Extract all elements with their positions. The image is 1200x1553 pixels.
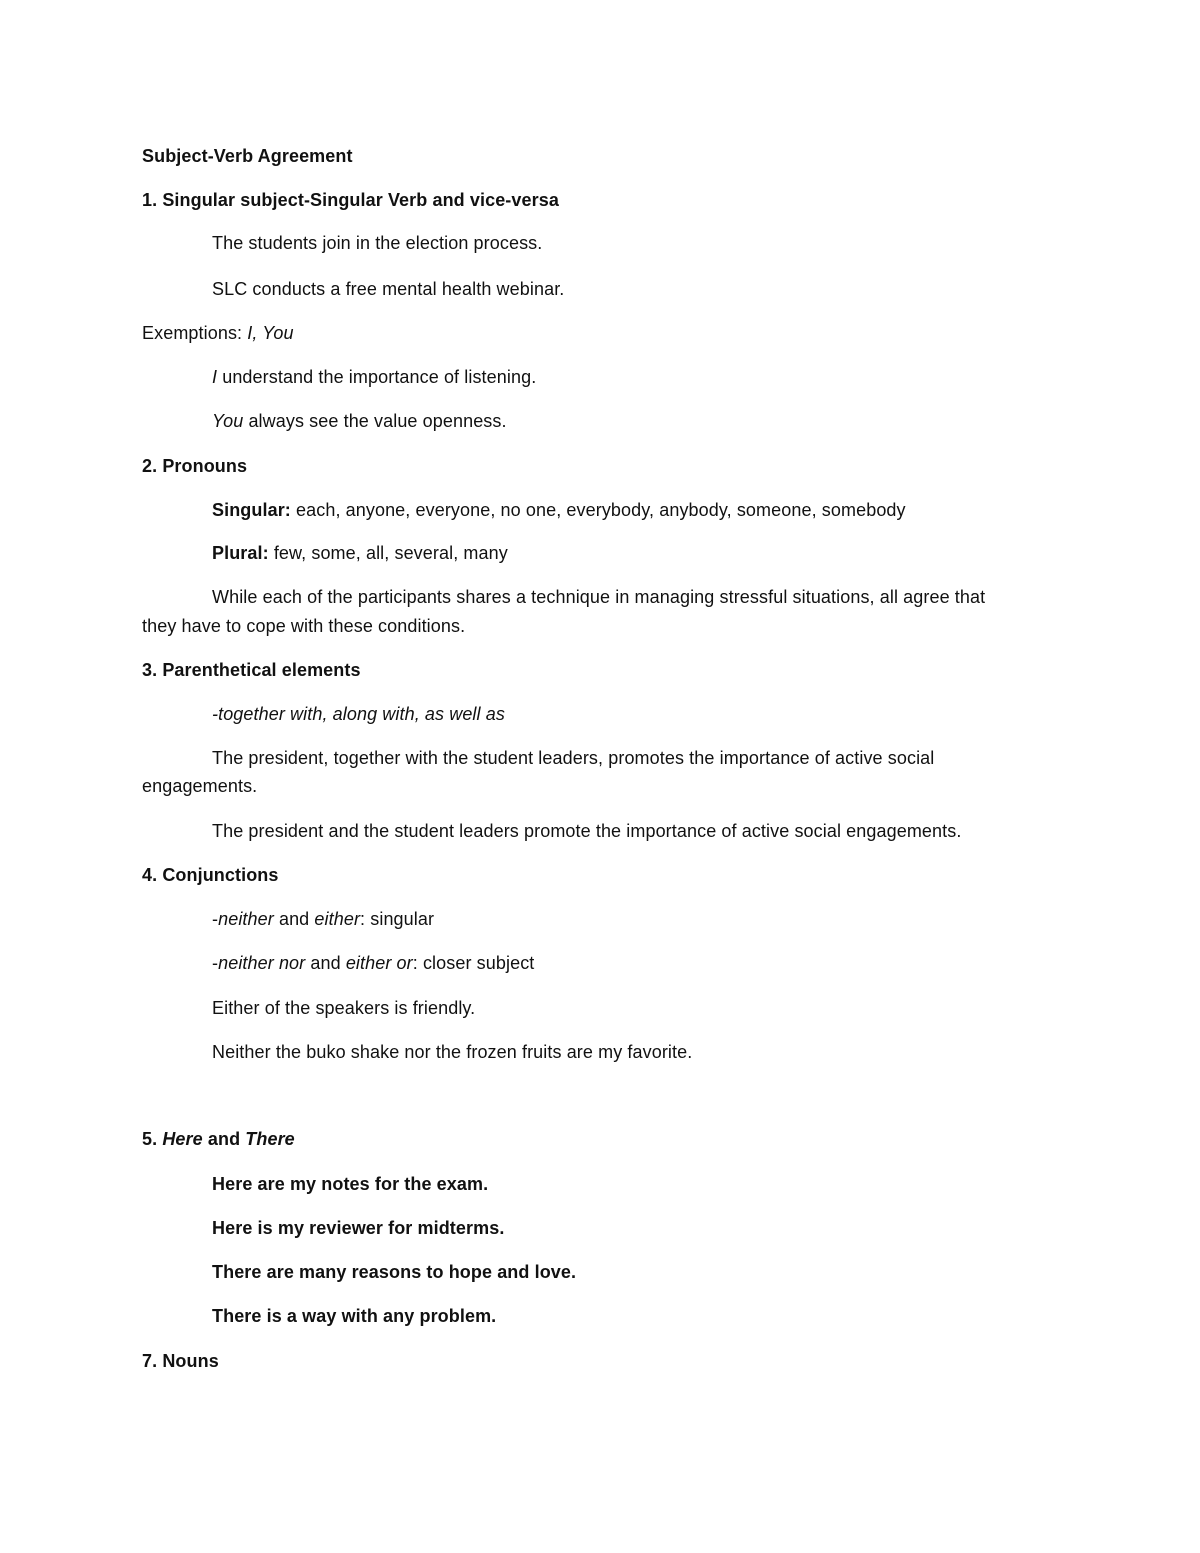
example-3-text: understand the importance of listening.	[217, 367, 537, 387]
pronoun-you: You	[212, 411, 244, 431]
plural-label: Plural:	[212, 543, 269, 563]
rule-5-number: 5.	[142, 1129, 163, 1149]
rule-4-example-2: Neither the buko shake nor the frozen fruits are my favorite.	[212, 1042, 693, 1062]
rule-3-heading: 3. Parenthetical elements	[142, 660, 361, 680]
rule-7-heading: 7. Nouns	[142, 1351, 219, 1371]
exemptions-value: I, You	[247, 323, 294, 343]
singular-list: each, anyone, everyone, no one, everybody, anybody, someone, somebody	[290, 500, 906, 520]
rule-1-example-1: The students join in the election process.	[212, 233, 543, 253]
exemptions-line	[142, 322, 294, 344]
note-1-word-neither: neither	[218, 909, 274, 929]
note-1-dash: -	[212, 909, 219, 929]
rule-2-example-line-1: While each of the participants shares a technique in managing stressful situations, all agree that	[212, 587, 986, 607]
rule-3-example-1-line-2: engagements.	[142, 776, 258, 796]
note-2-dash: -	[212, 953, 219, 973]
rule-5-and: and	[202, 1129, 246, 1149]
rule-3-example-1-line-1: The president, together with the student leaders, promotes the importance of active social	[212, 748, 935, 768]
rule-5-example-2: Here is my reviewer for midterms.	[212, 1218, 505, 1238]
exemptions-label: Exemptions:	[142, 323, 248, 343]
note-2-and: and	[305, 953, 346, 973]
example-4-text: always see the value openness.	[243, 411, 507, 431]
rule-1-heading: 1. Singular subject-Singular Verb and vice-versa	[142, 190, 559, 210]
rule-5-word-there: There	[245, 1129, 295, 1149]
note-1-rest: : singular	[360, 909, 435, 929]
rule-5-example-3: There are many reasons to hope and love.	[212, 1262, 577, 1282]
pronoun-i: I	[212, 367, 218, 387]
rule-2-example-line-2: they have to cope with these conditions.	[142, 616, 466, 636]
plural-list: few, some, all, several, many	[268, 543, 508, 563]
document-title: Subject-Verb Agreement	[142, 146, 353, 166]
note-2-word-either-or: either or	[345, 953, 413, 973]
singular-label: Singular:	[212, 500, 291, 520]
note-2-rest: : closer subject	[412, 953, 535, 973]
note-2-word-neither-nor: neither nor	[218, 953, 306, 973]
rule-1-example-3	[212, 366, 536, 388]
rule-5-heading	[142, 1128, 295, 1150]
rule-5-word-here: Here	[162, 1129, 203, 1149]
rule-2-heading: 2. Pronouns	[142, 456, 248, 476]
rule-1-example-4	[212, 410, 507, 432]
rule-4-example-1: Either of the speakers is friendly.	[212, 998, 476, 1018]
note-1-word-either: either	[314, 909, 361, 929]
rule-1-example-2: SLC conducts a free mental health webinar.	[212, 279, 565, 299]
plural-pronouns-line	[212, 542, 508, 564]
rule-4-heading: 4. Conjunctions	[142, 865, 279, 885]
rule-4-note-2	[212, 952, 534, 974]
singular-pronouns-line	[212, 499, 906, 521]
rule-5-example-4: There is a way with any problem.	[212, 1306, 497, 1326]
rule-4-note-1	[212, 908, 434, 930]
rule-5-example-1: Here are my notes for the exam.	[212, 1174, 489, 1194]
note-1-and: and	[273, 909, 315, 929]
rule-3-note: -together with, along with, as well as	[212, 704, 505, 724]
rule-3-example-2: The president and the student leaders promote the importance of active social engagements.	[212, 821, 962, 841]
